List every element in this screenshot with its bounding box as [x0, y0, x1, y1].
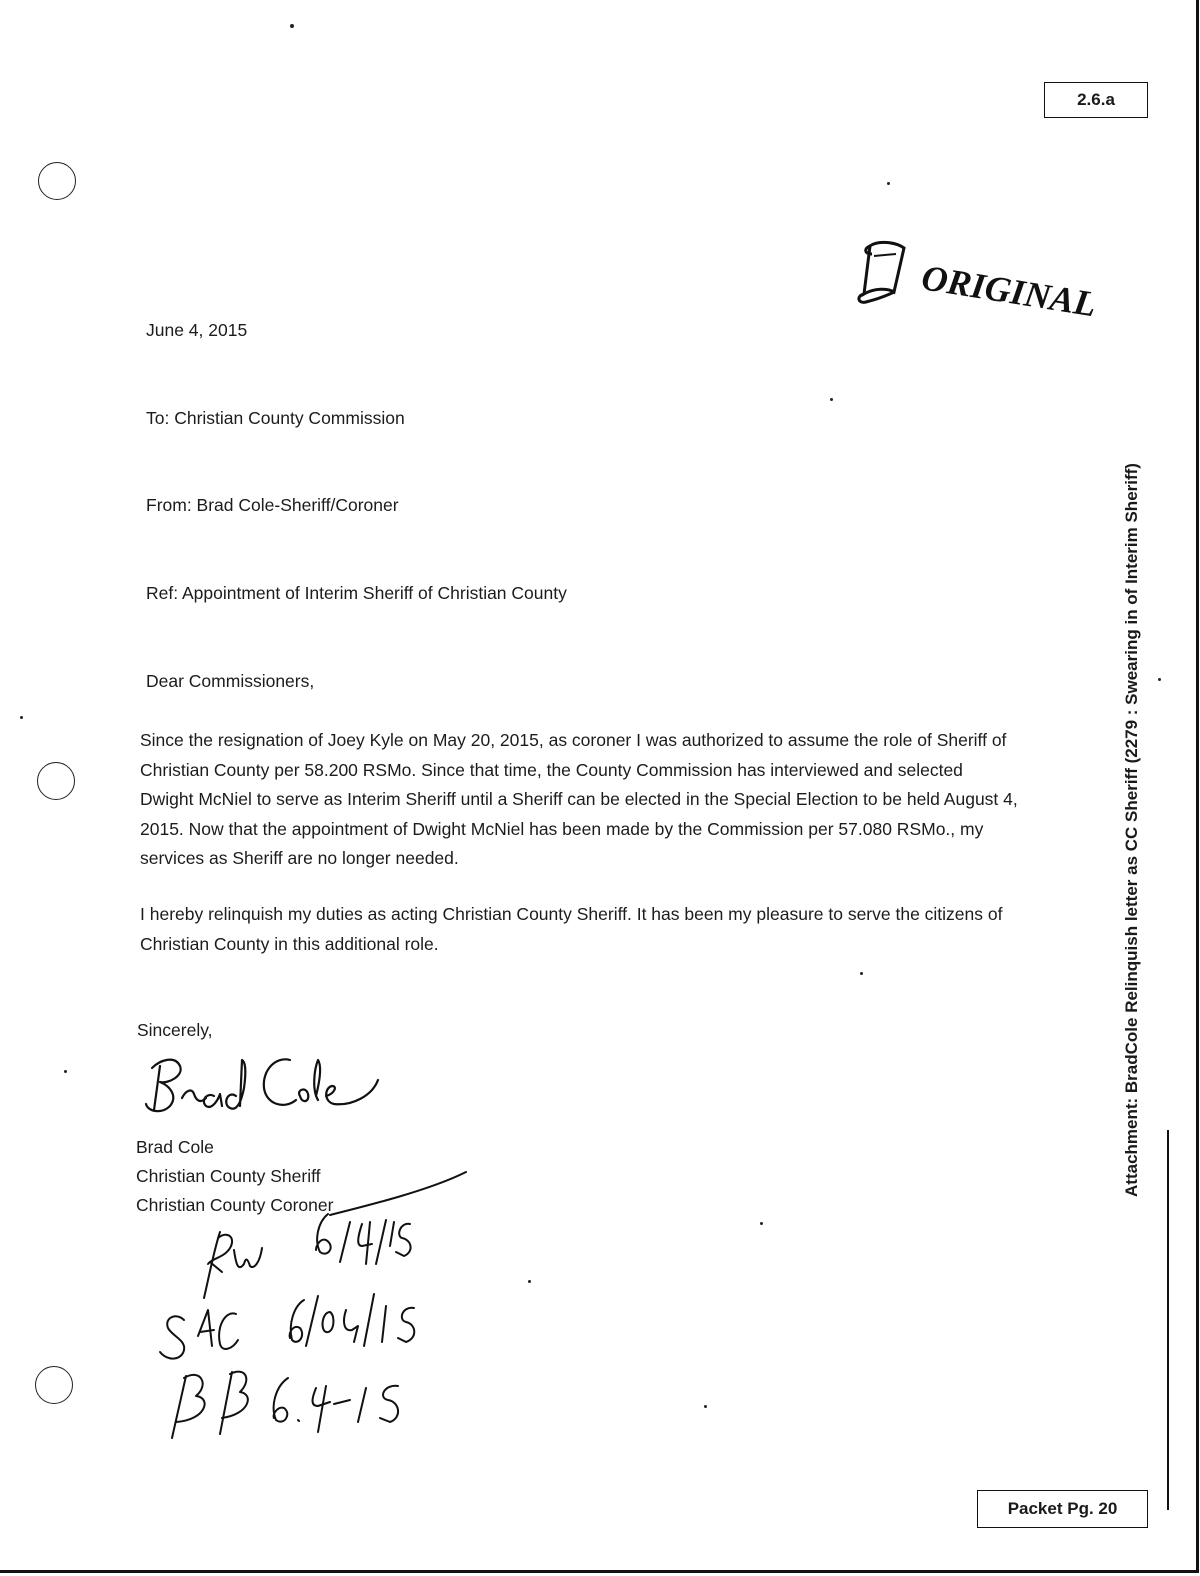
signer-title: Christian County Sheriff [136, 1166, 321, 1186]
scan-speck [64, 1070, 67, 1073]
signature-block [136, 1133, 333, 1220]
scan-speck [887, 182, 890, 185]
letter-paragraph: I hereby relinquish my duties as acting Christian County Sheriff. It has been my pleasure to serve the citizens of Christian County in this additional role. [140, 904, 1003, 954]
signer-title: Christian County Coroner [136, 1195, 334, 1215]
signer-name: Brad Cole [136, 1137, 214, 1157]
scan-speck [860, 972, 863, 975]
scan-speck [20, 716, 23, 719]
letter-to: To: Christian County Commission [146, 408, 405, 428]
scan-speck [760, 1222, 763, 1225]
letter-ref: Ref: Appointment of Interim Sheriff of Christian County [146, 583, 567, 603]
letter-salutation: Dear Commissioners, [146, 671, 315, 691]
original-stamp [850, 236, 1099, 336]
punch-hole-top [38, 162, 76, 200]
attachment-side-label: Attachment: BradCole Relinquish letter as CC Sheriff (2279 : Swearing in of Interim Sheriff) [1122, 463, 1141, 1197]
exhibit-label: 2.6.a [1044, 82, 1148, 118]
scan-speck [1158, 678, 1161, 681]
letter-from: From: Brad Cole-Sheriff/Coroner [146, 495, 399, 515]
side-rule [1167, 1130, 1169, 1510]
letter-paragraph: Since the resignation of Joey Kyle on May 20, 2015, as coroner I was authorized to assume the role of Sheriff of Christian County per 58.200 RSMo. Since that time, the County Commission has interviewed and selected Dwight McNiel to serve as Interim Sheriff until a Sheriff can be elected in the Special Election to be held August 4, 2015. Now that the appointment of Dwight McNiel has been made by the Commission per 57.080 RSMo., my services as Sheriff are no longer needed. [140, 730, 1018, 868]
punch-hole-bottom [35, 1366, 73, 1404]
scroll-icon [852, 238, 912, 308]
scan-speck [290, 24, 294, 28]
letter-closing: Sincerely, [137, 1020, 213, 1040]
scan-speck [528, 1280, 531, 1283]
letter-date: June 4, 2015 [146, 320, 248, 340]
packet-page-number: Packet Pg. 20 [977, 1490, 1148, 1528]
scan-speck [830, 398, 833, 401]
stamp-label: ORIGINAL [918, 257, 1099, 325]
punch-hole-middle [37, 762, 75, 800]
scan-speck [704, 1405, 707, 1408]
